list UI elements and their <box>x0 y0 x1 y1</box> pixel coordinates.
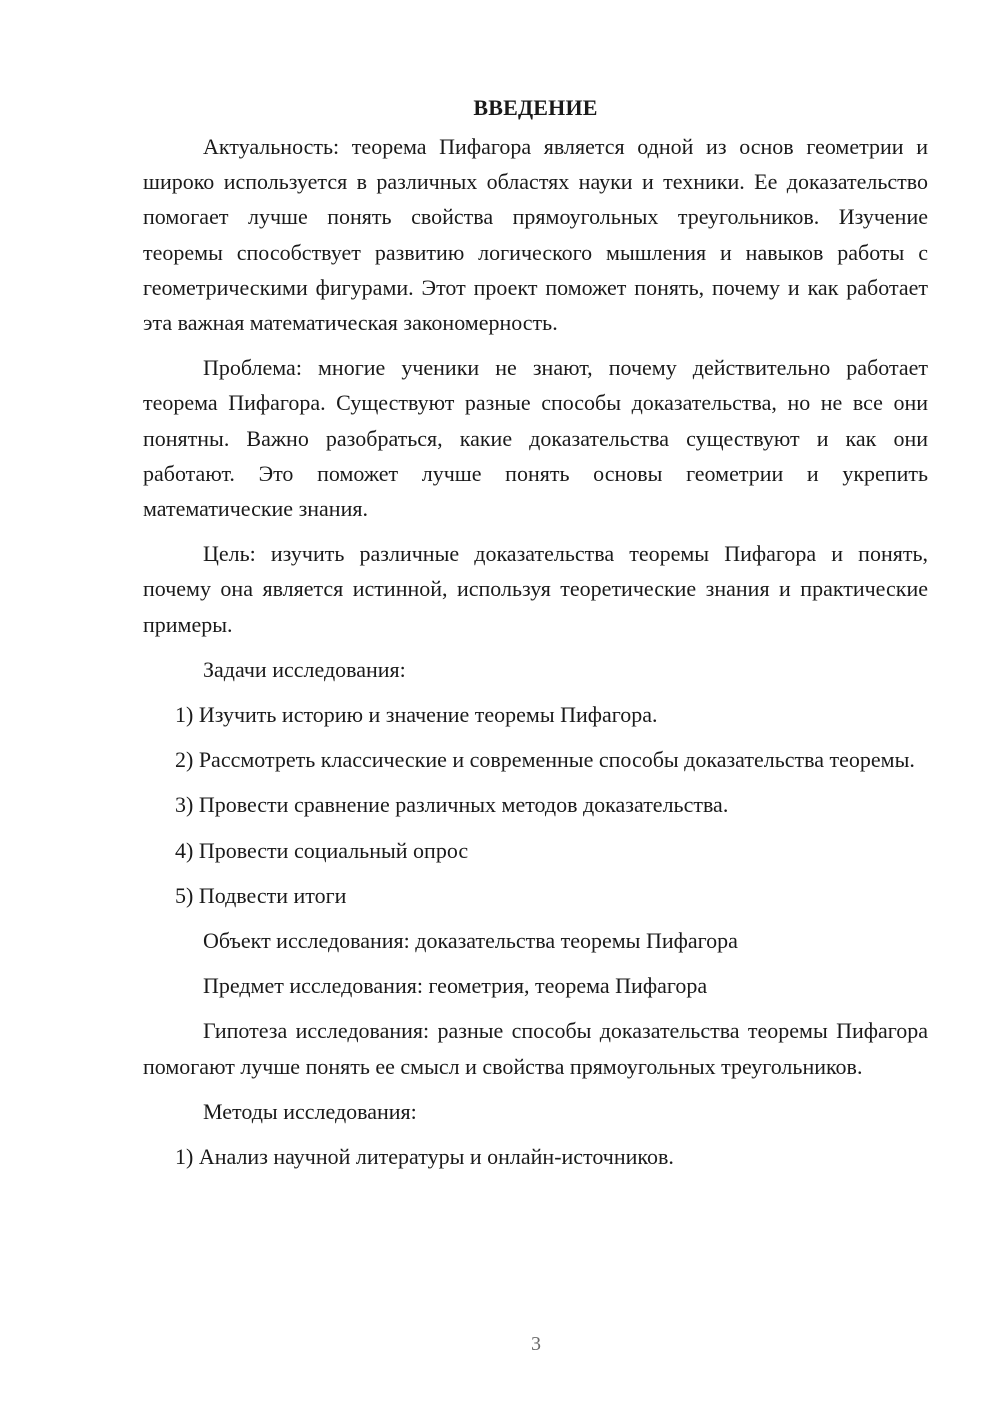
relevance-paragraph: Актуальность: теорема Пифагора является одной из основ геометрии и широко используется в различных областях науки и техники. Ее доказательство помогает лучше понять свойства прямоугольных треугольников. Изучение теоремы способствует развитию логического мышления и навыков работы с геометрическими фигурами. Этот проект поможет понять, почему и как работает эта важная математическая закономерность. <box>143 134 928 336</box>
research-subject: Предмет исследования: геометрия, теорема Пифагора <box>203 973 708 999</box>
page-number: 3 <box>531 1333 541 1355</box>
section-title: ВВЕДЕНИЕ <box>473 95 598 120</box>
hypothesis-paragraph: Гипотеза исследования: разные способы доказательства теоремы Пифагора помогают лучше понять ее смысл и свойства прямоугольных треугольников. <box>143 1018 928 1079</box>
task-item-2: 2) Рассмотреть классические и современные способы доказательства теоремы. <box>175 747 915 773</box>
task-item-3: 3) Провести сравнение различных методов доказательства. <box>175 792 729 818</box>
task-item-4: 4) Провести социальный опрос <box>175 837 469 863</box>
research-object: Объект исследования: доказательства теоремы Пифагора <box>203 928 738 954</box>
task-item-1: 1) Изучить историю и значение теоремы Пифагора. <box>175 702 658 728</box>
problem-paragraph: Проблема: многие ученики не знают, почему действительно работает теорема Пифагора. Существуют разные способы доказательства, но не все они понятны. Важно разобраться, какие доказательства существуют и как они работают. Это поможет лучше понять основы геометрии и укрепить математические знания. <box>143 355 928 522</box>
tasks-heading: Задачи исследования: <box>203 656 406 682</box>
method-item-1: 1) Анализ научной литературы и онлайн-источников. <box>175 1144 674 1170</box>
goal-paragraph: Цель: изучить различные доказательства теоремы Пифагора и понять, почему она является истинной, используя теоретические знания и практические примеры. <box>143 541 928 637</box>
task-item-5: 5) Подвести итоги <box>175 882 347 908</box>
methods-heading: Методы исследования: <box>203 1098 417 1124</box>
document-page <box>143 90 928 1184</box>
